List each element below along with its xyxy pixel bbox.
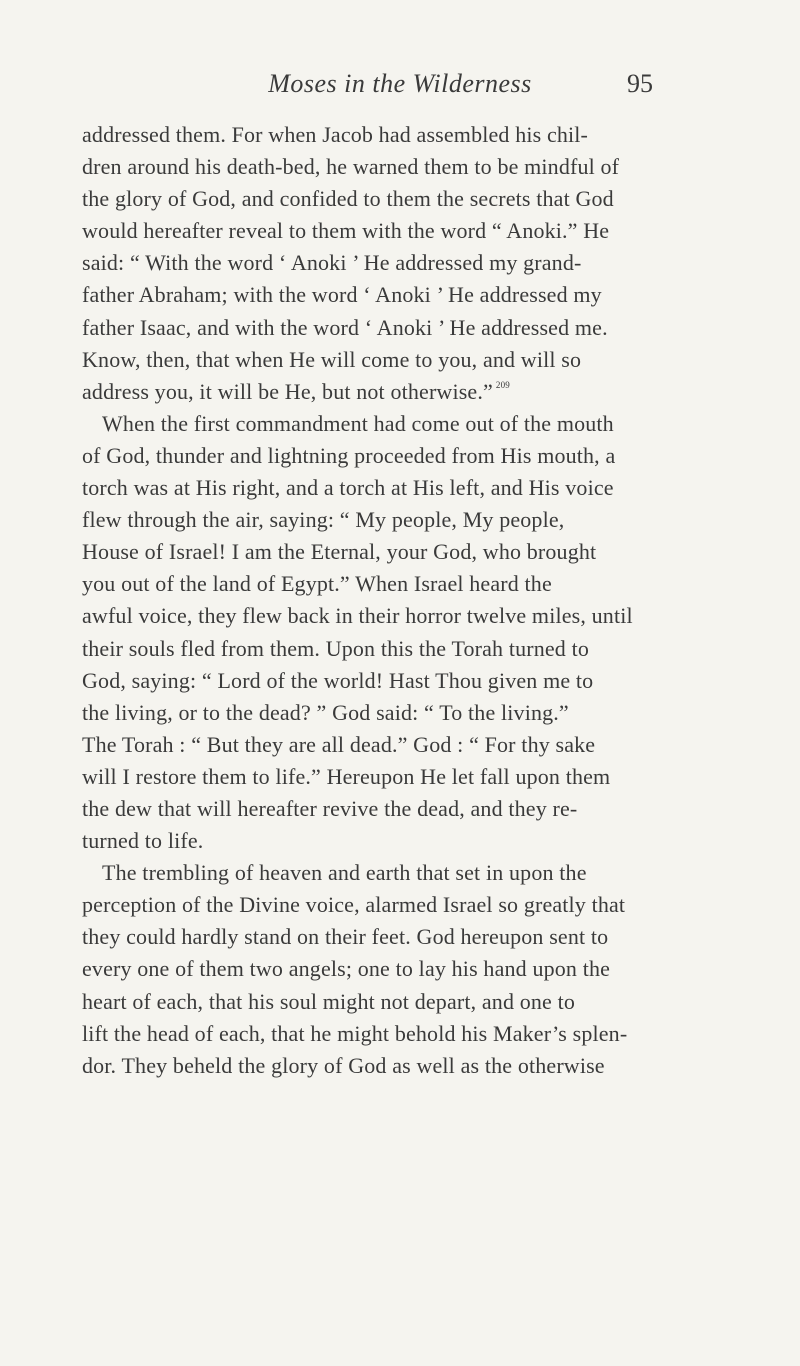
text-line: flew through the air, saying: “ My people, My people, [82, 507, 565, 533]
text-line: they could hardly stand on their feet. God hereupon sent to [82, 924, 609, 950]
text-line: dor. They beheld the glory of God as well as the otherwise [82, 1052, 605, 1078]
text-line: of God, thunder and lightning proceeded from His mouth, a [82, 442, 616, 468]
text-line: said: “ With the word ‘ Anoki ’ He addressed my grand- [82, 250, 582, 276]
body-text [82, 119, 722, 1082]
text-line: the living, or to the dead? ” God said: “ To the living.” [82, 699, 569, 725]
text-line: every one of them two angels; one to lay his hand upon the [82, 956, 611, 982]
text-line: heart of each, that his soul might not depart, and one to [82, 988, 576, 1014]
text-line: God, saying: “ Lord of the world! Hast Thou given me to [82, 667, 594, 693]
text-line: father Abraham; with the word ‘ Anoki ’ He addressed my [82, 282, 602, 308]
paragraph-start-line: When the first commandment had come out of the mouth [102, 410, 614, 436]
text-line: will I restore them to life.” Hereupon He let fall upon them [82, 763, 611, 789]
text-line: awful voice, they flew back in their horror twelve miles, until [82, 603, 633, 629]
text-line: perception of the Divine voice, alarmed Israel so greatly that [82, 892, 626, 918]
text-line: addressed them. For when Jacob had assembled his chil- [82, 122, 589, 147]
text-line: would hereafter reveal to them with the word “ Anoki.” He [82, 218, 610, 244]
text-line-with-footnote [82, 376, 722, 408]
running-title: Moses in the Wilderness [268, 69, 532, 98]
text-line: turned to life. [82, 828, 204, 854]
text-line: Know, then, that when He will come to you, and will so [82, 346, 582, 372]
text-line: the dew that will hereafter revive the dead, and they re- [82, 795, 578, 821]
text-line: torch was at His right, and a torch at His left, and His voice [82, 475, 614, 501]
text-line-content: address you, it will be He, but not otherwise.” [82, 378, 493, 404]
text-line: father Isaac, and with the word ‘ Anoki ’ He addressed me. [82, 314, 608, 340]
text-line: House of Israel! I am the Eternal, your God, who brought [82, 539, 597, 565]
paragraph-start-line: The trembling of heaven and earth that set in upon the [102, 860, 587, 886]
text-line: The Torah : “ But they are all dead.” God : “ For thy sake [82, 731, 596, 757]
page-header [0, 64, 800, 104]
text-line: lift the head of each, that he might behold his Maker’s splen- [82, 1020, 628, 1046]
page-number: 95 [627, 69, 653, 98]
footnote-reference: 209 [495, 379, 510, 390]
text-line: you out of the land of Egypt.” When Israel heard the [82, 571, 552, 597]
text-line: dren around his death-bed, he warned them to be mindful of [82, 154, 620, 180]
text-line: the glory of God, and confided to them the secrets that God [82, 186, 614, 212]
text-line: their souls fled from them. Upon this the Torah turned to [82, 635, 590, 661]
